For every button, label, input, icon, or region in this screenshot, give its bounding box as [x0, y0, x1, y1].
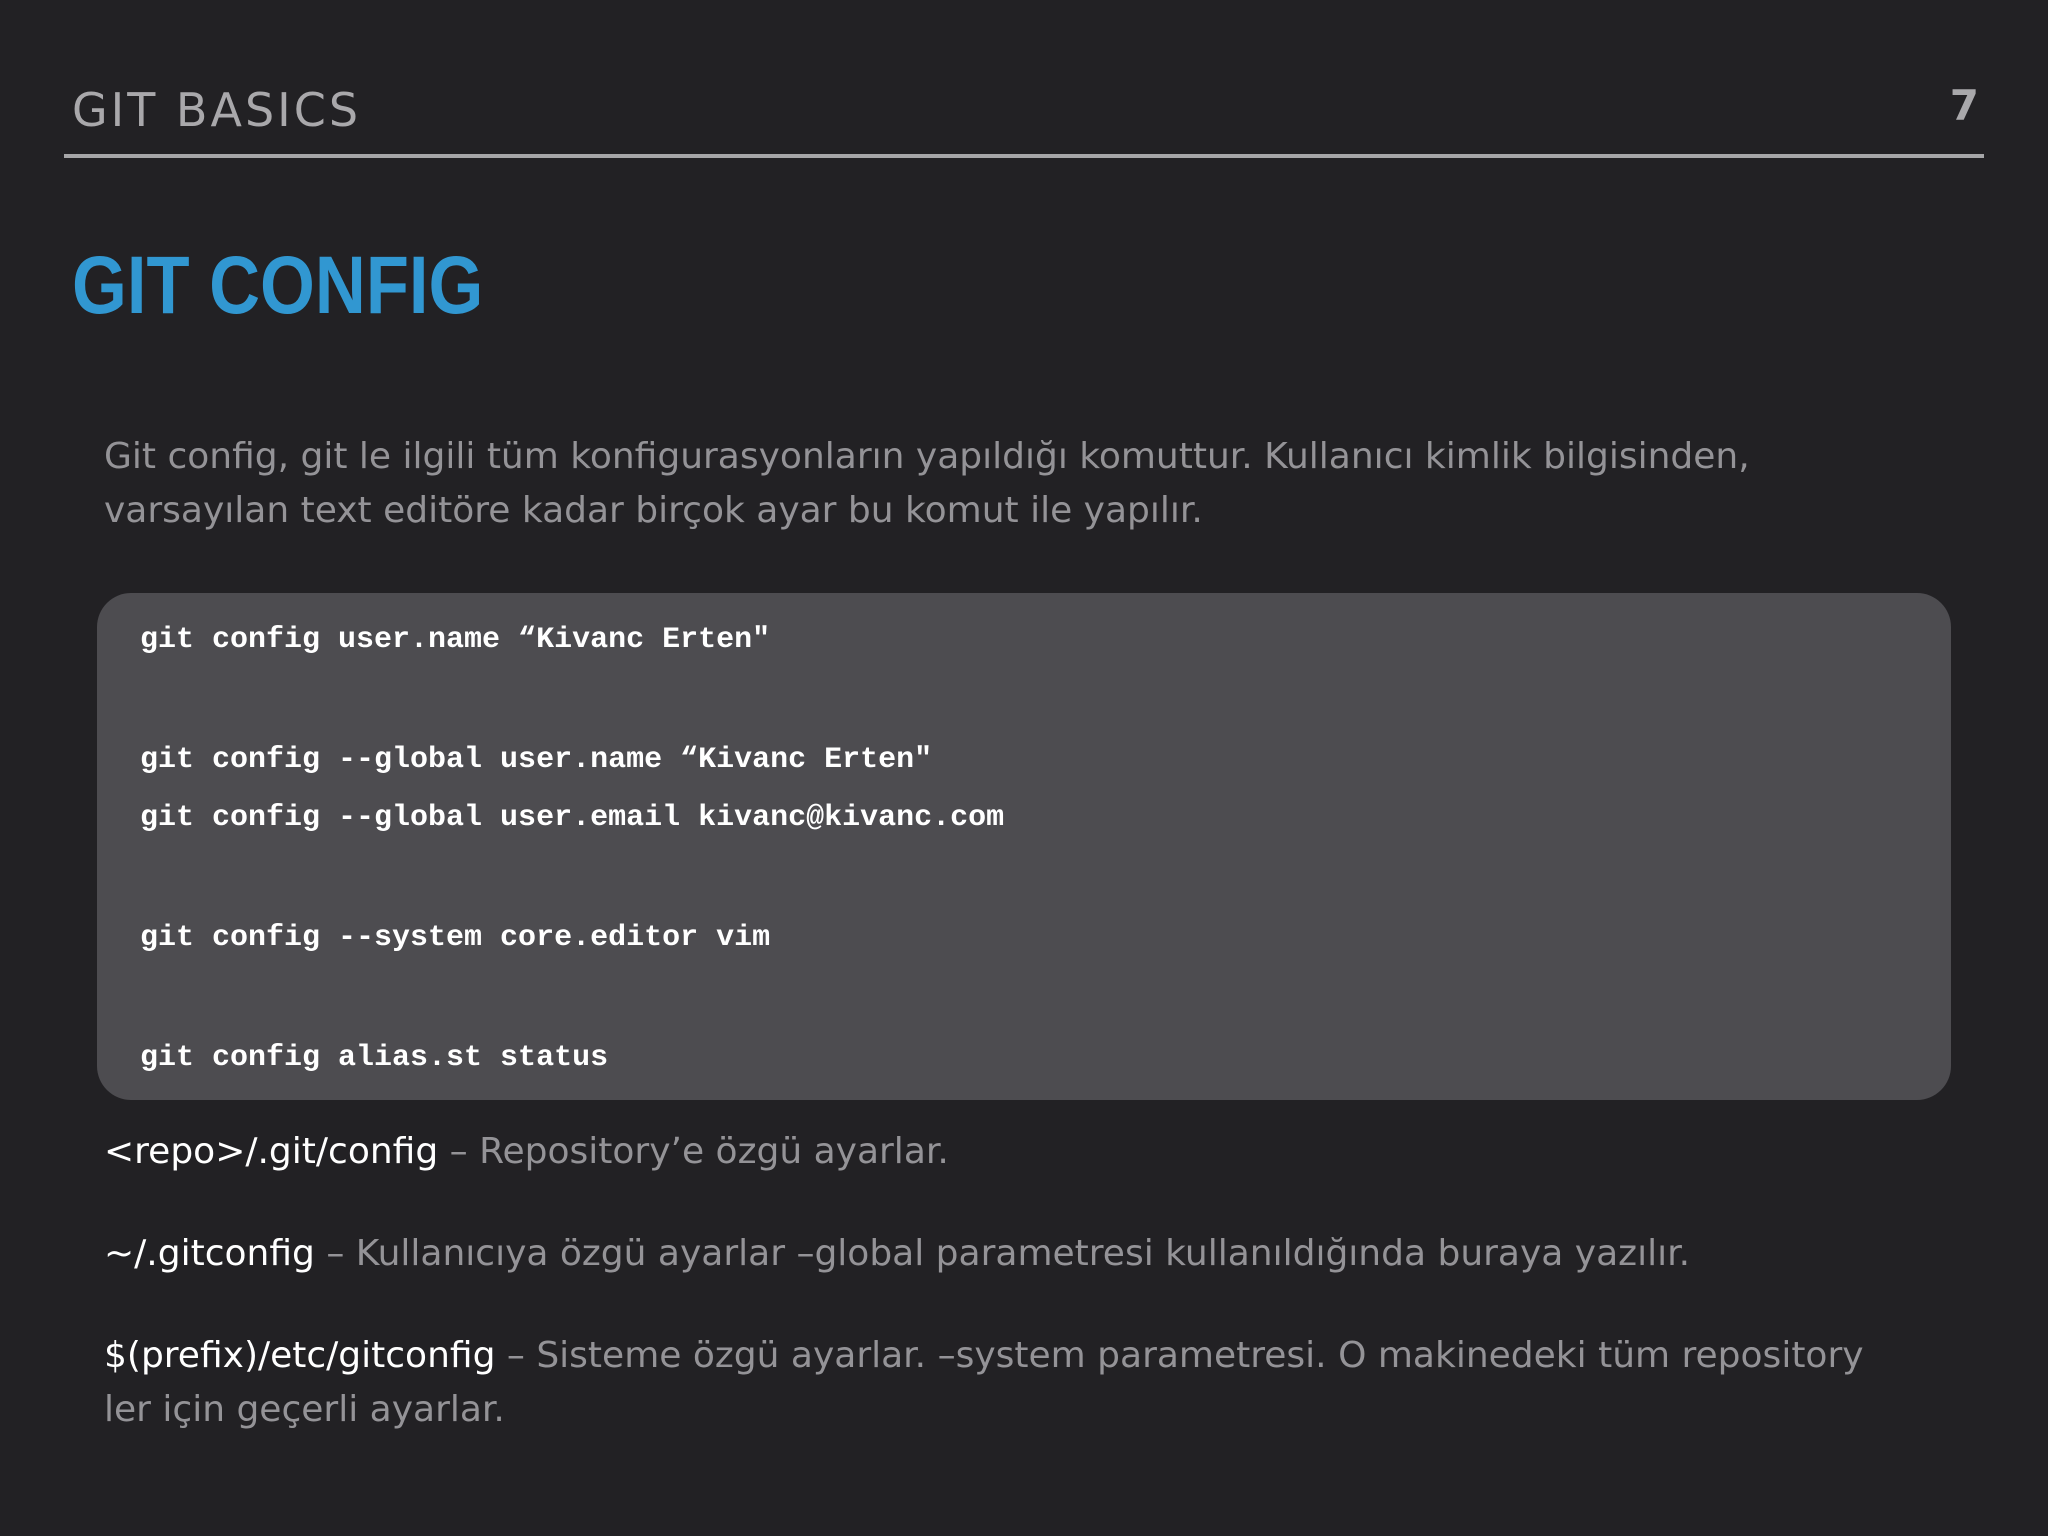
- path-user-gitconfig-desc: – Kullanıcıya özgü ayarlar –global parametresi kullanıldığında buraya yazılır.: [314, 1233, 1691, 1274]
- path-system-gitconfig-desc: – Sisteme özgü ayarlar. –system parametresi. O makinedeki tüm repository: [495, 1335, 1864, 1376]
- path-user-gitconfig: ~/.gitconfig: [104, 1233, 315, 1274]
- code-block: [97, 593, 1951, 1100]
- path-repo-config: <repo>/.git/config: [104, 1131, 439, 1172]
- slide-title: GIT CONFIG: [72, 240, 484, 331]
- code-line-global-user-name: git config --global user.name “Kivanc Erten": [140, 743, 933, 777]
- code-line-user-name: git config user.name “Kivanc Erten": [140, 623, 771, 657]
- path-item-user-gitconfig: [104, 1227, 1944, 1281]
- code-line-system-editor: git config --system core.editor vim: [140, 921, 771, 955]
- code-line-alias: git config alias.st status: [140, 1041, 609, 1075]
- page-number: 7: [1949, 81, 1979, 130]
- section-title: GIT BASICS: [72, 83, 362, 137]
- intro-paragraph: [104, 430, 1944, 538]
- path-item-system-gitconfig: [104, 1329, 1944, 1437]
- intro-line-1: Git config, git le ilgili tüm konfigurasyonların yapıldığı komuttur. Kullanıcı kimlik bilgisinden,: [104, 436, 1750, 477]
- path-repo-config-desc: – Repository’e özgü ayarlar.: [438, 1131, 949, 1172]
- code-line-global-user-email: git config --global user.email kivanc@kivanc.com: [140, 801, 1005, 835]
- path-system-gitconfig-desc-cont: ler için geçerli ayarlar.: [104, 1389, 505, 1430]
- path-item-repo-config: [104, 1125, 1944, 1179]
- header-divider: [64, 154, 1984, 158]
- intro-line-2: varsayılan text editöre kadar birçok ayar bu komut ile yapılır.: [104, 490, 1203, 531]
- path-system-gitconfig: $(prefix)/etc/gitconfig: [104, 1335, 496, 1376]
